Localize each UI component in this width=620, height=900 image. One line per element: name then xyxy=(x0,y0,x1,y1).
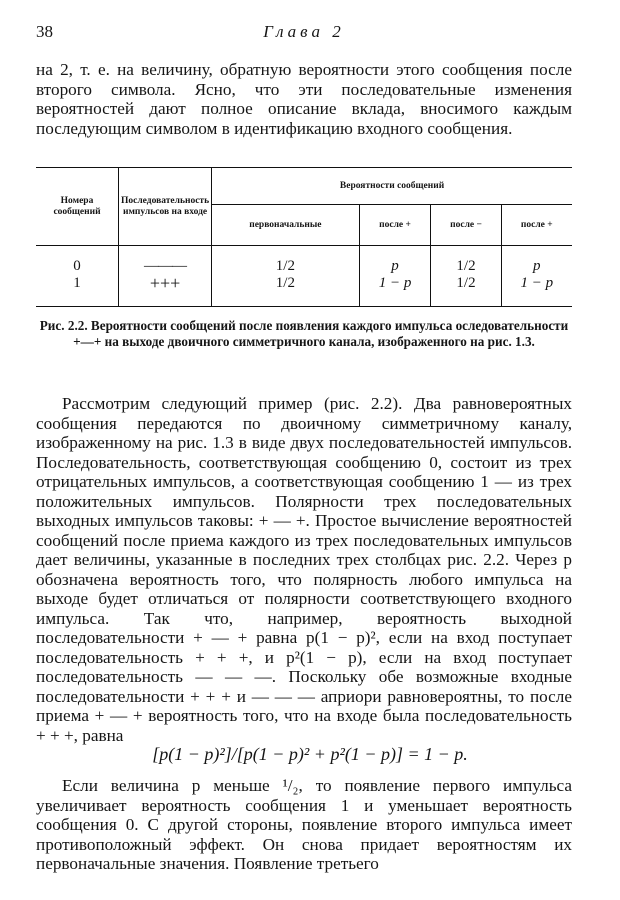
page-number: 38 xyxy=(36,22,53,41)
chapter-title: Глава 2 xyxy=(263,22,345,41)
cell-initial-0: 1/2 xyxy=(212,246,360,276)
header-after-minus: после − xyxy=(431,205,501,246)
cell-after-plus-2-0: p xyxy=(501,246,572,276)
cell-after-plus-2-1: 1 − p xyxy=(501,275,572,307)
header-input-sequence: Последовательность импульсов на входе xyxy=(119,168,212,246)
paragraph-example: Рассмотрим следующий пример (рис. 2.2). Два равновероятных сообщения передаются по двоичному симметричному каналу, изображенному на рис. 1.3 в виде двух последовательностей импульсов. Последовательность, соответствующая сообщению 0, состоит из трех отрицательных импульсов, а соответствующая сообщению 1 — из трех положительных импульсов. Полярности трех последовательных выходных импульсов таковы: + — +. Простое вычисление вероятностей сообщений после приема каждого из трех последовательных импульсов дает величины, указанные в последних трех столбцах рис. 2.2. Через p обозначена вероятность того, что полярность любого импульса на выходе будет отличаться от полярности соответствующего входного импульса. Так что, например, вероятность выходной последовательности + — + равна p(1 − p)², если на вход поступает последовательность + + +, и p²(1 − p), если на вход поступает последовательность — — —. Поскольку обе возможные входные последовательности + + + и — — — априори равновероятны, то после приема + — + вероятность того, что на входе была последовательность + + +, равна xyxy=(36,394,572,745)
cell-seq-0: ——— xyxy=(119,246,212,276)
paragraph-intro: на 2, т. е. на величину, обратную вероятности этого сообщения после второго символа. Ясно, что эти последовательные изменения вероятностей дают полное описание вклада, вносимого каждым последующим символом в идентификацию входного сообщения. xyxy=(36,60,572,138)
cell-num-0: 0 xyxy=(73,258,81,274)
formula: [p(1 − p)²]/[p(1 − p)² + p²(1 − p)] = 1 − p. xyxy=(152,744,468,764)
probability-table xyxy=(36,167,572,307)
cell-initial-1: 1/2 xyxy=(212,275,360,307)
header-after-plus-2: после + xyxy=(501,205,572,246)
header-message-probabilities: Вероятности сообщений xyxy=(212,168,572,205)
cell-num-1: 1 xyxy=(36,275,119,307)
header-after-plus: после + xyxy=(359,205,431,246)
figure-caption: Рис. 2.2. Вероятности сообщений после появления каждого импульса оследовательности +—+ на выходе двоичного симметричного канала, изображенного на рис. 1.3. xyxy=(39,318,569,349)
cell-after-minus-0: 1/2 xyxy=(431,246,501,276)
cell-after-plus-1: 1 − p xyxy=(359,275,431,307)
cell-after-minus-1: 1/2 xyxy=(431,275,501,307)
page-header xyxy=(36,22,572,42)
paragraph-continuation: Если величина p меньше ¹/₂, то появление первого импульса увеличивает вероятность сообщения 1 и уменьшает вероятность сообщения 0. С другой стороны, появление второго импульса имеет противоположный эффект. Он снова придает вероятностям их первоначальные значения. Появление третьего xyxy=(36,776,572,873)
header-initial: первоначальные xyxy=(212,205,360,246)
cell-after-plus-0: p xyxy=(359,246,431,276)
cell-seq-1: +++ xyxy=(119,275,212,307)
header-message-numbers: Номера сообщений xyxy=(53,195,101,217)
